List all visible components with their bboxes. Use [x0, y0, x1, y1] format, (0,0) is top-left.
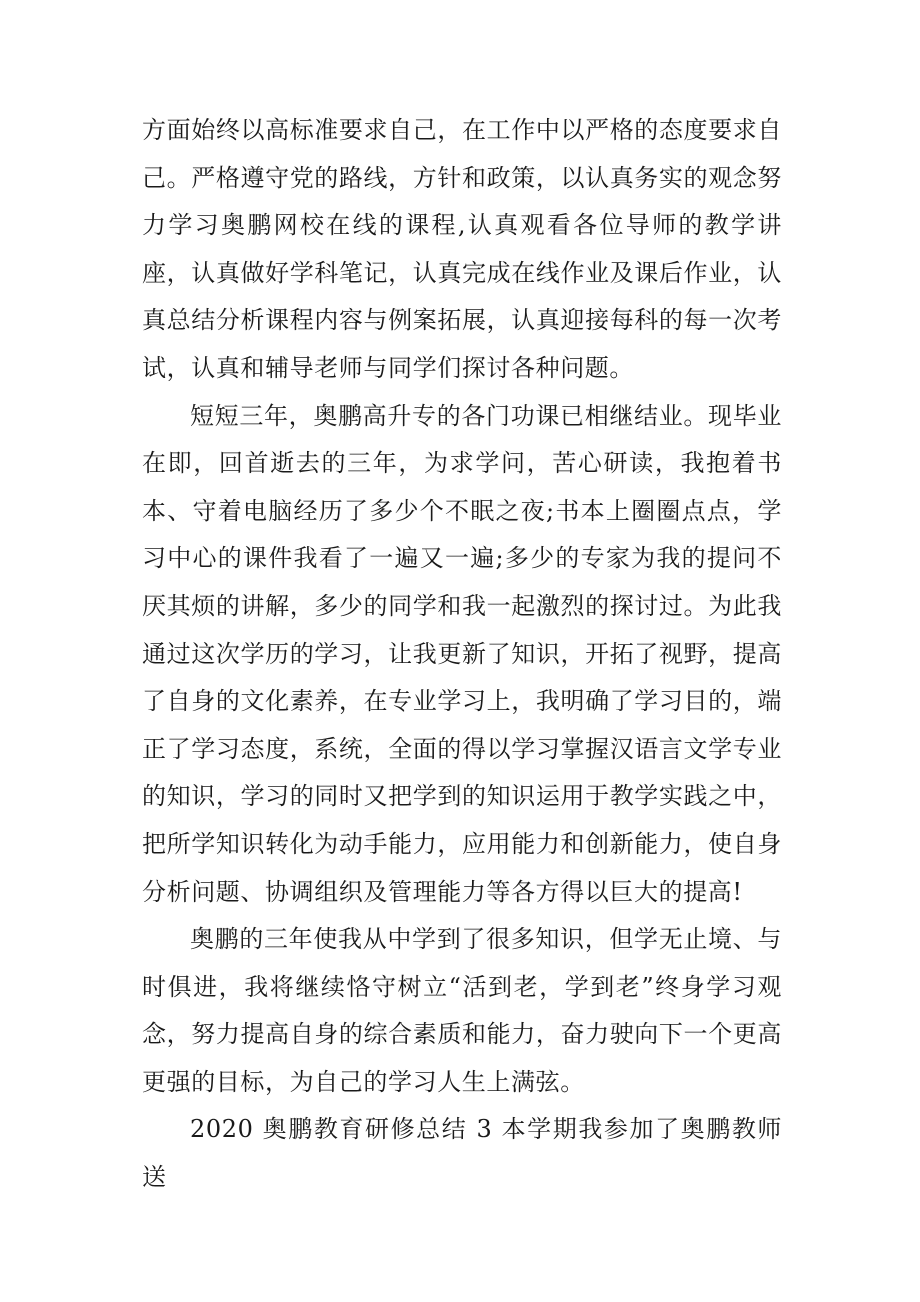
paragraph-summary-3-start: 2020 奥鹏教育研修总结 3 本学期我参加了奥鹏教师送 — [142, 1115, 782, 1192]
document-body — [142, 107, 782, 1202]
paragraph-lifelong-learning: 奥鹏的三年使我从中学到了很多知识，但学无止境、与时俱进，我将继续恪守树立“活到老，学到老”终身学习观念，努力提高自身的综合素质和能力，奋力驶向下一个更高更强的目标，为自己的学习人生上满弦。 — [142, 925, 782, 1096]
paragraph-continuation: 方面始终以高标准要求自己，在工作中以严格的态度要求自己。严格遵守党的路线，方针和政策，以认真务实的观念努力学习奥鹏网校在线的课程,认真观看各位导师的教学讲座，认真做好学科笔记，认真完成在线作业及课后作业，认真总结分析课程内容与例案拓展，认真迎接每科的每一次考试，认真和辅导老师与同学们探讨各种问题。 — [142, 116, 782, 382]
paragraph-three-years: 短短三年，奥鹏高升专的各门功课已相继结业。现毕业在即，回首逝去的三年，为求学问，苦心研读，我抱着书本、守着电脑经历了多少个不眠之夜;书本上圈圈点点，学习中心的课件我看了一遍又一遍;多少的专家为我的提问不厌其烦的讲解，多少的同学和我一起激烈的探讨过。为此我通过这次学历的学习，让我更新了知识，开拓了视野，提高了自身的文化素养，在专业学习上，我明确了学习目的，端正了学习态度，系统，全面的得以学习掌握汉语言文学专业的知识，学习的同时又把学到的知识运用于教学实践之中，把所学知识转化为动手能力，应用能力和创新能力，使自身分析问题、协调组织及管理能力等各方得以巨大的提高! — [142, 401, 782, 906]
